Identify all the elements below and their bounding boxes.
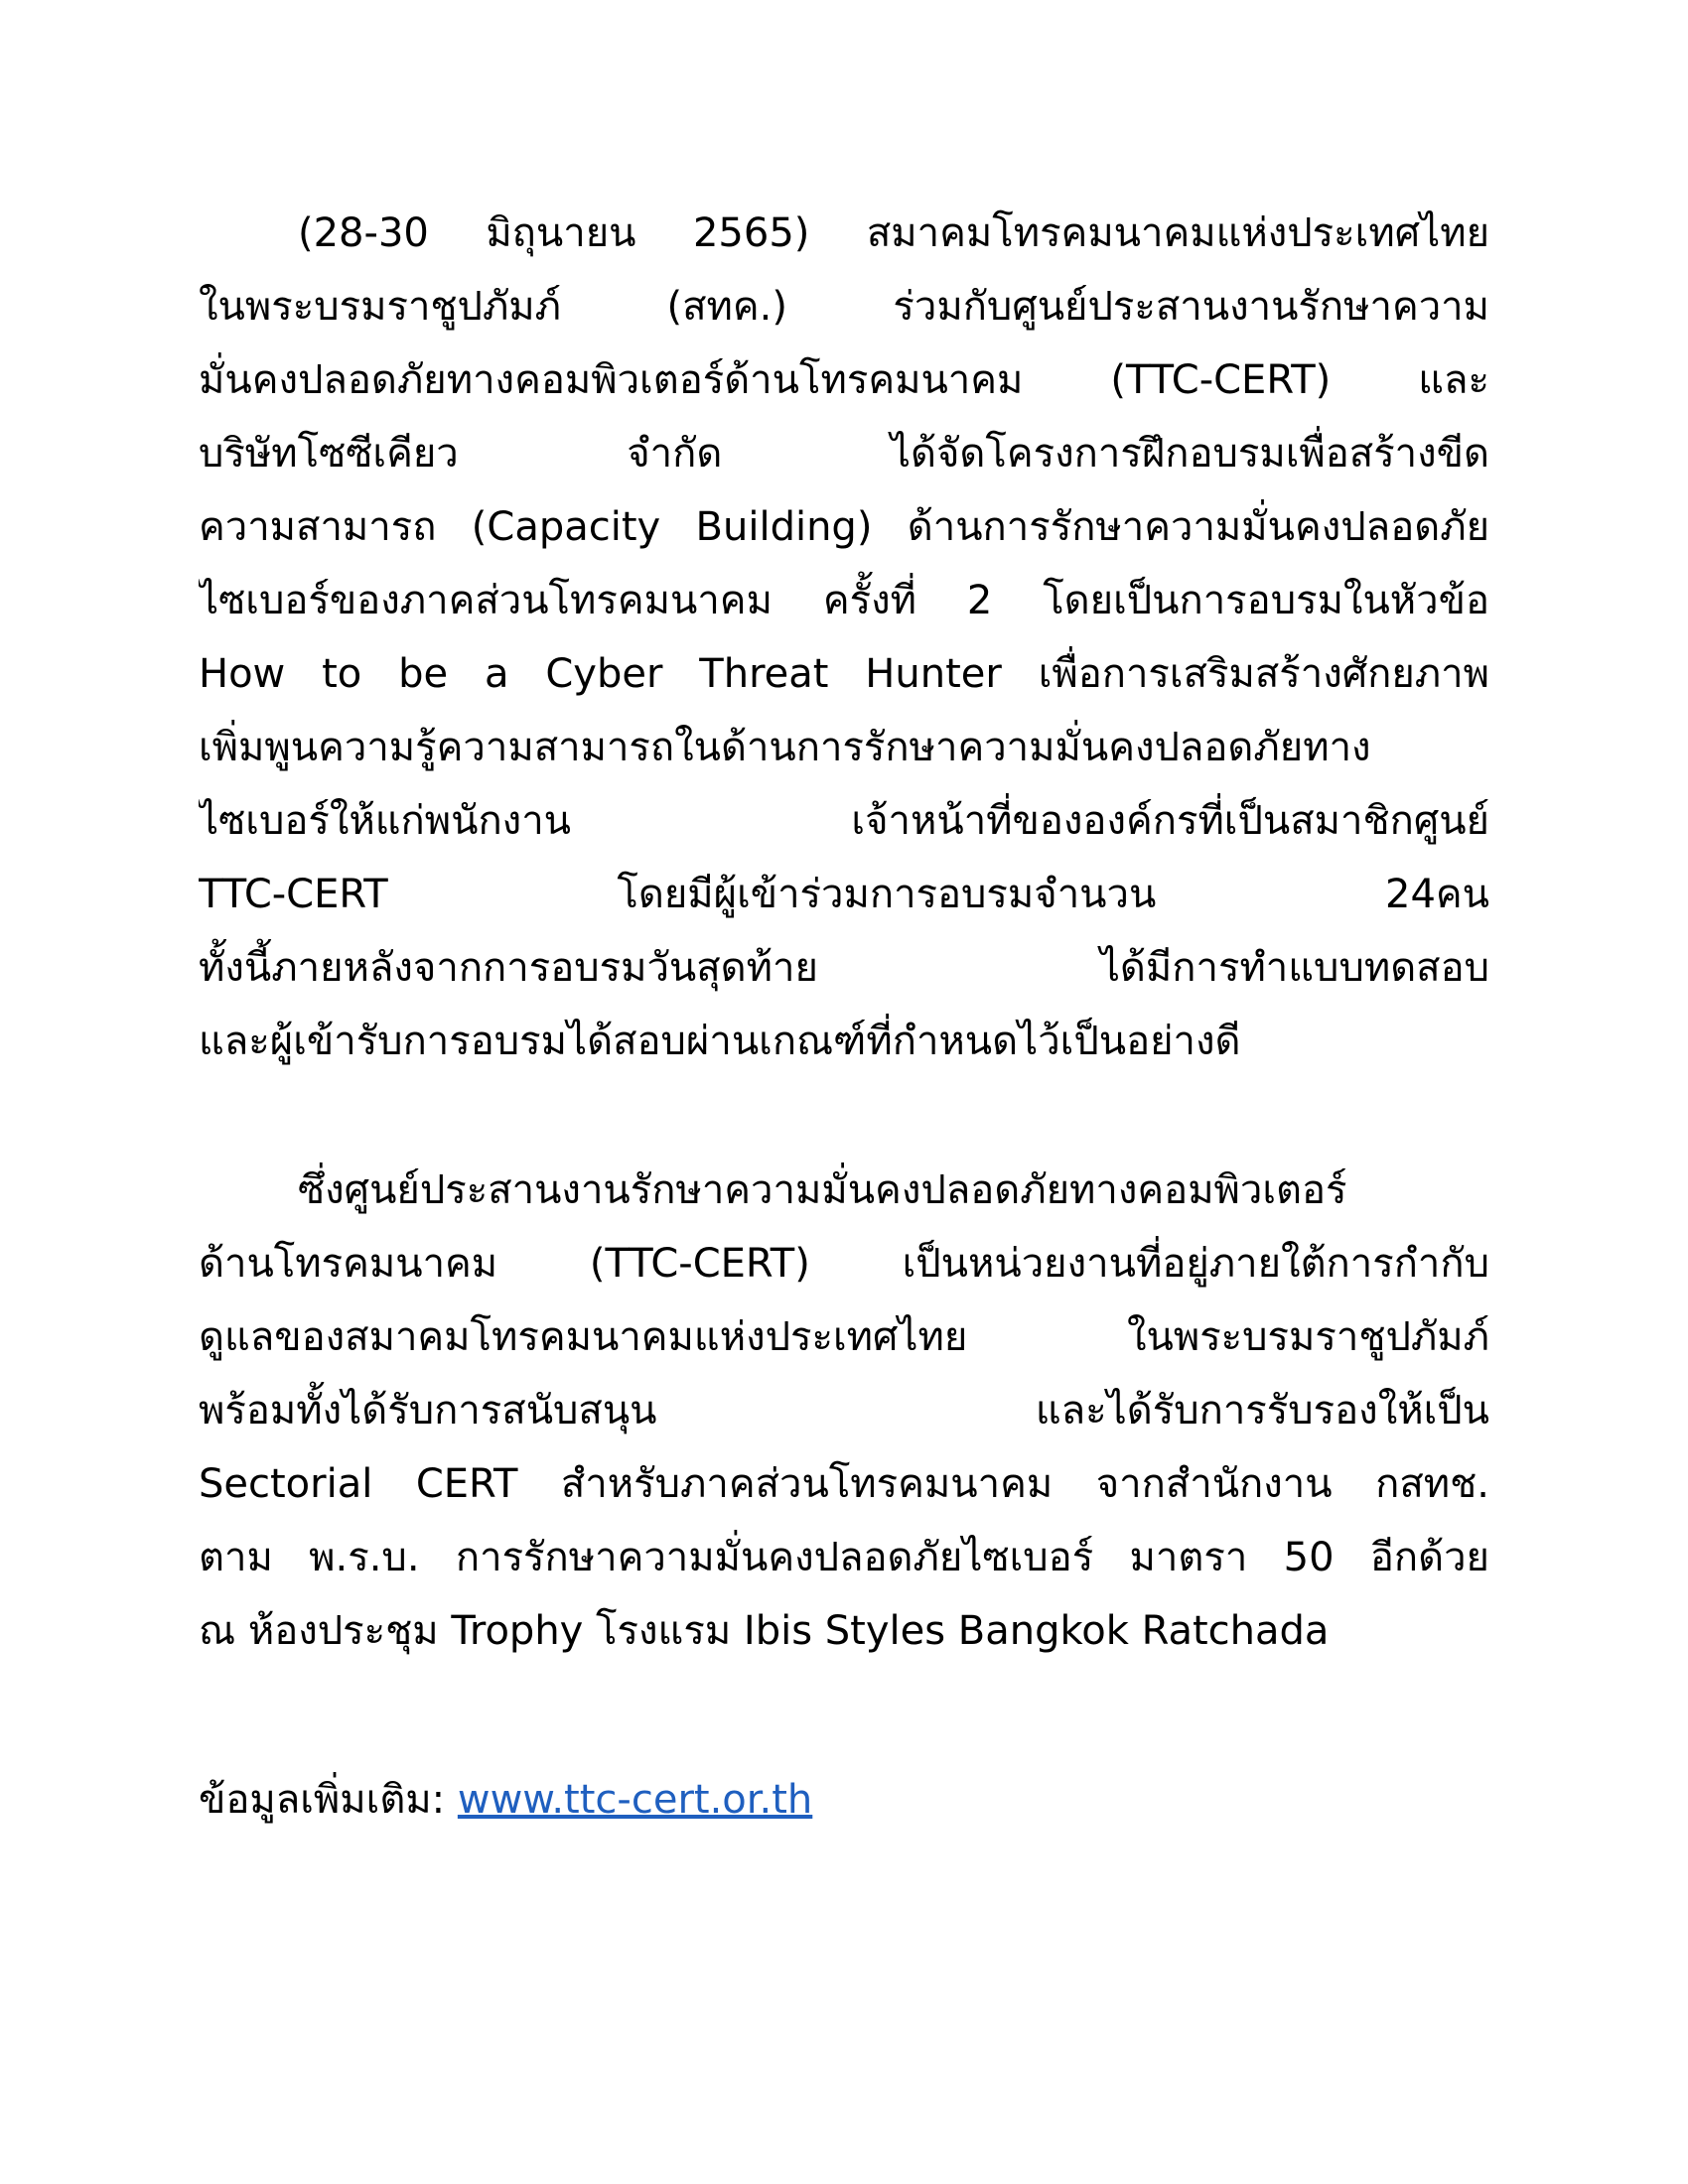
paragraph-line: บริษัทโซซีเคียว จำกัด ได้จัดโครงการฝึกอบรมเพื่อสร้างขีด xyxy=(199,431,1489,477)
paragraph-line: เพิ่มพูนความรู้ความสามารถในด้านการรักษาความมั่นคงปลอดภัยทาง xyxy=(199,725,1371,770)
paragraph-line: และผู้เข้ารับการอบรมได้สอบผ่านเกณฑ์ที่กำหนดไว้เป็นอย่างดี xyxy=(199,1019,1241,1064)
more-info-label: ข้อมูลเพิ่มเติม: xyxy=(199,1777,458,1823)
more-info xyxy=(199,1763,1489,1837)
website-link[interactable]: www.ttc-cert.or.th xyxy=(457,1777,813,1823)
paragraph-line: How to be a Cyber Threat Hunter เพื่อการเสริมสร้างศักยภาพ xyxy=(199,651,1489,697)
paragraph-2 xyxy=(199,1154,1489,1668)
paragraph-line: ตาม พ.ร.บ. การรักษาความมั่นคงปลอดภัยไซเบอร์ มาตรา 50 อีกด้วย xyxy=(199,1535,1489,1580)
paragraph-line: TTC-CERT โดยมีผู้เข้าร่วมการอบรมจำนวน 24คน xyxy=(199,872,1489,917)
paragraph-line: ไซเบอร์ของภาคส่วนโทรคมนาคม ครั้งที่ 2 โดยเป็นการอบรมในหัวข้อ xyxy=(199,578,1489,623)
paragraph-line: ด้านโทรคมนาคม (TTC-CERT) เป็นหน่วยงานที่อยู่ภายใต้การกำกับ xyxy=(199,1241,1489,1287)
paragraph-line: Sectorial CERT สำหรับภาคส่วนโทรคมนาคม จากสำนักงาน กสทช. xyxy=(199,1461,1489,1507)
paragraph-line: ณ ห้องประชุม Trophy โรงแรม Ibis Styles Bangkok Ratchada xyxy=(199,1608,1330,1654)
more-info-line xyxy=(199,1763,1489,1837)
paragraph-line: ทั้งนี้ภายหลังจากการอบรมวันสุดท้าย ได้มีการทำแบบทดสอบ xyxy=(199,945,1489,991)
paragraph-line: (28-30 มิถุนายน 2565) สมาคมโทรคมนาคมแห่งประเทศไทย xyxy=(298,210,1489,256)
paragraph-line: ในพระบรมราชูปภัมภ์ (สทค.) ร่วมกับศูนย์ประสานงานรักษาความ xyxy=(199,284,1489,330)
paragraph-line: ความสามารถ (Capacity Building) ด้านการรักษาความมั่นคงปลอดภัย xyxy=(199,504,1489,550)
paragraph-1 xyxy=(199,197,1489,1078)
paragraph-line: พร้อมทั้งได้รับการสนับสนุน และได้รับการรับรองให้เป็น xyxy=(199,1388,1489,1433)
paragraph-line: ซึ่งศูนย์ประสานงานรักษาความมั่นคงปลอดภัยทางคอมพิวเตอร์ xyxy=(298,1167,1347,1213)
paragraph-line: มั่นคงปลอดภัยทางคอมพิวเตอร์ด้านโทรคมนาคม (TTC-CERT) และ xyxy=(199,357,1489,403)
paragraph-line: ไซเบอร์ให้แก่พนักงาน เจ้าหน้าที่ขององค์กรที่เป็นสมาชิกศูนย์ xyxy=(199,798,1489,844)
paragraph-line: ดูแลของสมาคมโทรคมนาคมแห่งประเทศไทย ในพระบรมราชูปภัมภ์ xyxy=(199,1314,1489,1360)
